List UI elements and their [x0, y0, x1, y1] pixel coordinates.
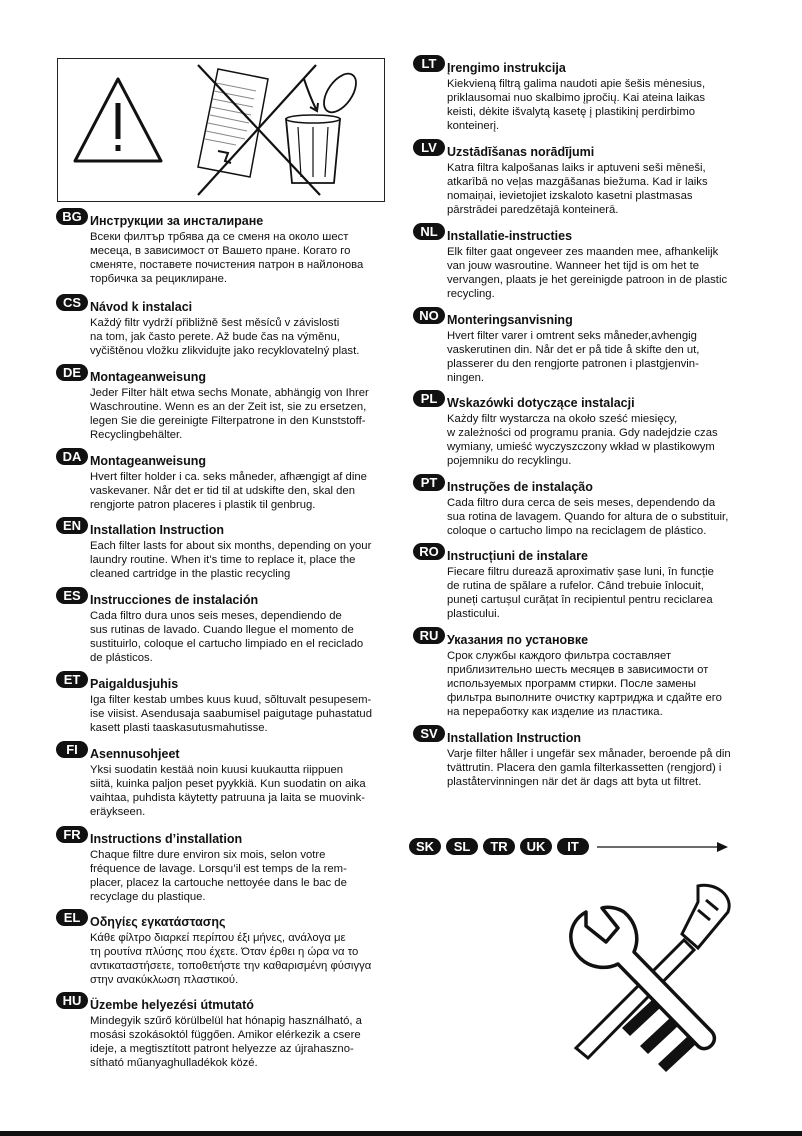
lang-badge: NL: [413, 223, 445, 240]
section-title: Uzstādīšanas norādījumi: [447, 145, 595, 159]
section-body: Katra filtra kalpošanas laiks ir aptuveni seši mēneši, atkarībā no veļas mazgāšanas biežuma. Kad ir laiks nomaiņai, ievietojiet izskaloto kasetni plastmasas pārstrādei paredzētajā konteinerā.: [447, 162, 708, 216]
arrow-right-icon: [597, 841, 729, 853]
section-title: Návod k instalaci: [90, 300, 193, 314]
section-title: Installation Instruction: [447, 731, 582, 745]
section-body: Każdy filtr wystarcza na około sześć miesięcy, w zależności od programu prania. Gdy nadejdzie czas wymiany, umieść wyczyszczony wkład w plastikowym pojemniku do recyklingu.: [447, 413, 718, 467]
section-title: Paigaldusjuhis: [90, 677, 179, 691]
section-title: Asennusohjeet: [90, 747, 180, 761]
lang-badge: BG: [56, 208, 88, 225]
lang-badge: RU: [413, 627, 445, 644]
lang-badge: FR: [56, 826, 88, 843]
section-body: Всеки филтър трбява да се сменя на около шест месеца, в зависимост от Вашето пране. Когато го сменяте, поставете почистения патрон в найлонова торбичка за рециклиране.: [90, 231, 364, 285]
section-body: Iga filter kestab umbes kuus kuud, sõltuvalt pesupesem- ise viisist. Asendusaja saabumisel paigutage puhastatud kasett plasti taaskasutusmahutisse.: [90, 694, 372, 734]
section-title: Installation Instruction: [90, 523, 225, 537]
section-body: Každý filtr vydrží přibližně šest měsíců v závislosti na tom, jak často perete. Až bude čas na výměnu, vyčištěnou vložku zlikvidujte jako recyklovatelný plast.: [90, 317, 360, 357]
section-title: Installatie-instructies: [447, 229, 573, 243]
section-title: Instrucțiuni de instalare: [447, 549, 589, 563]
lang-badge: SV: [413, 725, 445, 742]
section-body: Elk filter gaat ongeveer zes maanden mee, afhankelijk van jouw wasroutine. Wanneer het tijd is om het te vervangen, plaats je het gereinigde patroon in de plastic recycling.: [447, 246, 728, 300]
lang-badge: TR: [483, 838, 515, 855]
section-body: Varje filter håller i ungefär sex månader, beroende på din tvättrutin. Placera den gamla filterkassetten (rengjord) i plaståtervinningen när det är dags att byta ut filtret.: [447, 748, 731, 788]
section-title: Οδηγίες εγκατάστασης: [90, 915, 226, 929]
crossed-paper-icon: [198, 69, 268, 177]
lang-badge: FI: [56, 741, 88, 758]
section-title: Montageanweisung: [90, 370, 206, 384]
lang-badge: DA: [56, 448, 88, 465]
section-title: Инструкции за инсталиране: [90, 214, 264, 228]
lang-badge: PL: [413, 390, 445, 407]
section-body: Chaque filtre dure environ six mois, selon votre fréquence de lavage. Lorsqu’il est temps de la rem- placer, placez la cartouche nettoyée dans le bac de recyclage du plastique.: [90, 849, 347, 903]
section-title: Instructions d’installation: [90, 832, 243, 846]
section-body: Jeder Filter hält etwa sechs Monate, abhängig von Ihrer Waschroutine. Wenn es an der Zeit ist, sie zu ersetzen, legen Sie die gereinigte Filterpatrone in den Kunststoff- Recyclingbehälter.: [90, 387, 369, 441]
section-body: Yksi suodatin kestää noin kuusi kuukautta riippuen siitä, kuinka paljon peset pyykkiä. Kun suodatin on aika vaihtaa, puhdista käytetty patruuna ja laita se muovink- eräykseen.: [90, 764, 366, 818]
lang-badge: RO: [413, 543, 445, 560]
lang-badge: IT: [557, 838, 589, 855]
section-title: Įrengimo instrukcija: [447, 61, 566, 75]
section-title: Wskazówki dotyczące instalacji: [447, 396, 635, 410]
lang-badge: LV: [413, 139, 445, 156]
lang-badge: SL: [446, 838, 478, 855]
section-body: Cada filtro dura unos seis meses, dependiendo de sus rutinas de lavado. Cuando llegue el momento de sustituirlo, coloque el cartucho limpiado en el reciclado de plásticos.: [90, 610, 364, 664]
lang-badge: HU: [56, 992, 88, 1009]
section-body: Mindegyik szűrő körülbelül hat hónapig használható, a mosási szokásoktól függően. Amikor elérkezik a csere ideje, a megtisztított patront helyezze az újrahaszno- sítható műanyaghulladékok közé.: [90, 1015, 362, 1069]
bottom-rule: [0, 1131, 802, 1136]
section-title: Instruções de instalação: [447, 480, 593, 494]
lang-badge: CS: [56, 294, 88, 311]
section-body: Κάθε φίλτρο διαρκεί περίπου έξι μήνες, ανάλογα με τη ρουτίνα πλύσης που έχετε. Όταν έρθει η ώρα να το αντικαταστήσετε, τοποθετήστε την καθαρισμένη φύσιγγα στην ανακύκλωση πλαστικού.: [90, 932, 372, 986]
lang-badge: EL: [56, 909, 88, 926]
section-title: Montageanweisung: [90, 454, 206, 468]
lang-badge: ET: [56, 671, 88, 688]
section-body: Cada filtro dura cerca de seis meses, dependendo da sua rotina de lavagem. Quando for altura de o substituir, coloque o cartucho limpo na reciclagem de plástico.: [447, 497, 729, 537]
lang-badge: EN: [56, 517, 88, 534]
lang-badge: LT: [413, 55, 445, 72]
section-title: Monteringsanvisning: [447, 313, 573, 327]
lang-badge: PT: [413, 474, 445, 491]
lang-badge: NO: [413, 307, 445, 324]
section-body: Each filter lasts for about six months, depending on your laundry routine. When it’s time to replace it, place the cleaned cartridge in the plastic recycling: [90, 540, 372, 580]
lang-badge: SK: [409, 838, 441, 855]
section-title: Instrucciones de instalación: [90, 593, 259, 607]
section-body: Hvert filter varer i omtrent seks måneder,avhengig vaskerutinen din. Når det er på tide å skifte den ut, plasserer du den rengjorte patronen i plastgjenvin- ningen.: [447, 330, 700, 384]
section-title: Üzembe helyezési útmutató: [90, 998, 254, 1012]
section-body: Kiekvieną filtrą galima naudoti apie šešis mėnesius, priklausomai nuo skalbimo įpročių. Kai ateina laikas keisti, dėkite išvalytą kasetę į plastikinį perdirbimo konteinerį.: [447, 78, 706, 132]
section-body: Hvert filter holder i ca. seks måneder, afhængigt af dine vaskevaner. Når det er tid til at udskifte den, skal den rengjorte patron placeres i plastik til genbrug.: [90, 471, 367, 511]
warning-triangle-icon: [75, 79, 161, 161]
warning-illustration-box: [57, 58, 385, 202]
warning-illustration: [58, 59, 384, 201]
section-body: Срок службы каждого фильтра составляет приблизительно шесть месяцев в зависимости от используемых программ стирки. После замены фильтра выполните очистку картриджа и сдайте его на переработку как изделие из пластика.: [447, 650, 722, 718]
section-title: Указания по установке: [447, 633, 589, 647]
tools-illustration: [548, 882, 758, 1092]
lang-badge: UK: [520, 838, 552, 855]
section-body: Fiecare filtru durează aproximativ șase luni, în funcție de rutina de spălare a rufelor. Când trebuie înlocuit, puneți cartușul curățat în recipientul pentru reciclarea plasticului.: [447, 566, 714, 620]
lang-badge: ES: [56, 587, 88, 604]
lang-badge: DE: [56, 364, 88, 381]
